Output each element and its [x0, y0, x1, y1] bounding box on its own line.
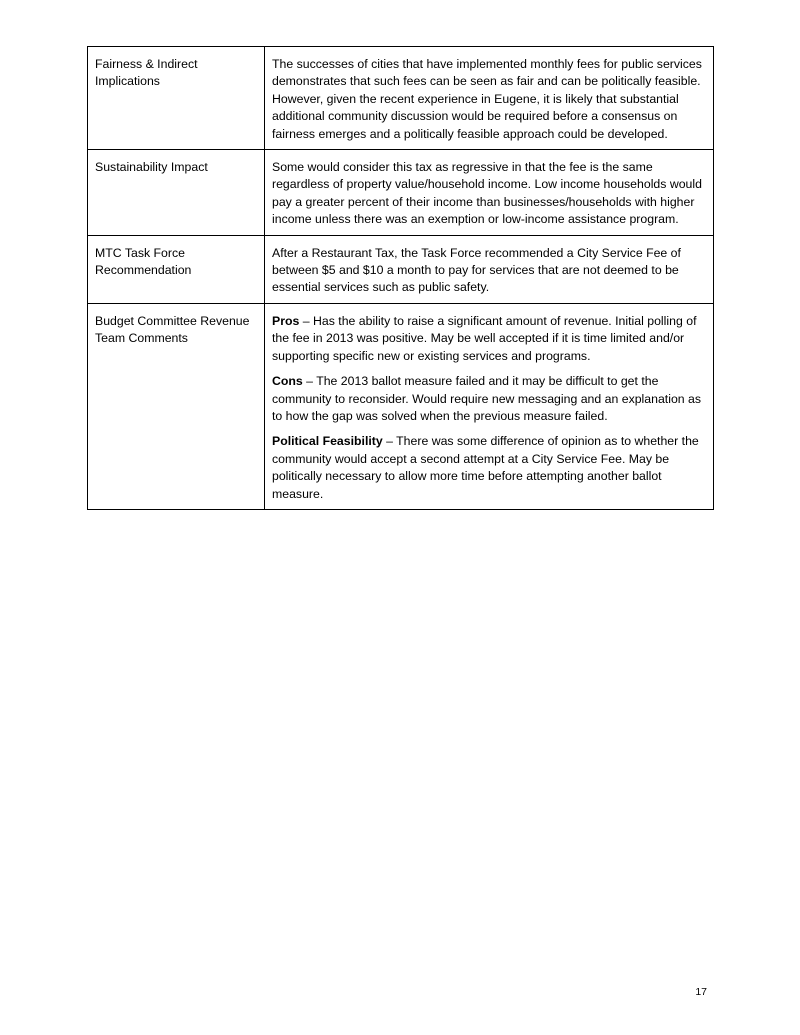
political-feasibility-text: – There was some difference of opinion as to whether the community would accept a second attempt at a City Service Fee. May be politically necessary to allow more time before attempting another ballot measure. [272, 434, 699, 501]
row-text: The successes of cities that have implemented monthly fees for public services demonstrates that such fees can be seen as fair and can be politically feasible. However, given the recent experience in Eugene, it is likely that substantial additional community discussion would be required before a consensus on fairness emerges and a politically feasible approach could be developed. [265, 47, 714, 150]
cons-paragraph [272, 373, 706, 425]
row-comments [265, 303, 714, 509]
row-label: MTC Task Force Recommendation [88, 235, 265, 303]
pros-paragraph [272, 313, 706, 365]
row-label: Sustainability Impact [88, 150, 265, 236]
political-feasibility-heading: Political Feasibility [272, 434, 383, 449]
political-feasibility-paragraph [272, 433, 706, 503]
pros-heading: Pros [272, 313, 300, 328]
table-row-sustainability [88, 150, 714, 236]
page-number: 17 [695, 986, 707, 998]
table-row-fairness [88, 47, 714, 150]
row-label: Fairness & Indirect Implications [88, 47, 265, 150]
cons-heading: Cons [272, 374, 303, 389]
row-text: After a Restaurant Tax, the Task Force recommended a City Service Fee of between $5 and $10 a month to pay for services that are not deemed to be essential services such as public safety. [265, 235, 714, 303]
row-label: Budget Committee Revenue Team Comments [88, 303, 265, 509]
analysis-table [87, 46, 714, 510]
pros-text: – Has the ability to raise a significant amount of revenue. Initial polling of the fee in 2013 was positive. May be well accepted if it is time limited and/or supporting specific new or existing services and programs. [272, 313, 697, 363]
table-row-budget-committee [88, 303, 714, 509]
cons-text: – The 2013 ballot measure failed and it may be difficult to get the community to reconsider. Would require new messaging and an explanation as to how the gap was solved when the previous measure failed. [272, 374, 702, 423]
row-text: Some would consider this tax as regressive in that the fee is the same regardless of property value/household income. Low income households would pay a greater percent of their income than businesses/households with higher income unless there was an exemption or low-income assistance program. [265, 150, 714, 236]
table-row-mtc-task-force [88, 235, 714, 303]
